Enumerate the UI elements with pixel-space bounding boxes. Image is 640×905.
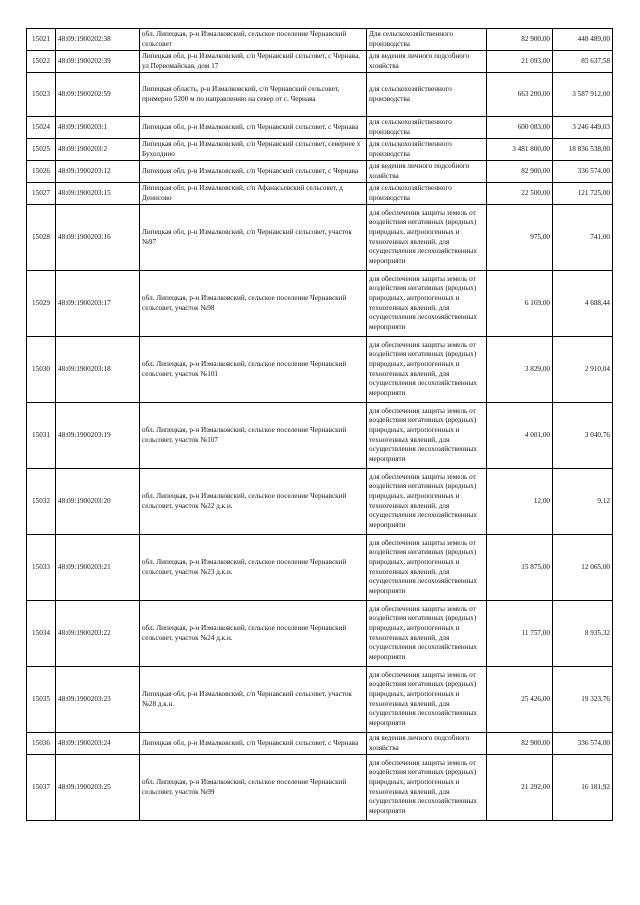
area: 21 093,00 (487, 51, 553, 73)
address: Липецкая обл, р-н Измалковский, с/п Афанасьевский сельсовет, д Денисово (140, 183, 367, 205)
address: обл. Липецкая, р-н Измалковский, сельское поселение Чернавский сельсовет, участок №22 д.к.н. (140, 469, 367, 535)
cadastral-value: 12 065,00 (553, 535, 613, 601)
permitted-use: для обеспечения защиты земель от воздействия негативных (вредных) природных, антропогенных и техногенных явлений, для осуществления лесохозяйственных мероприяти (367, 601, 487, 667)
area: 82 900,00 (487, 161, 553, 183)
cadastral-number: 48:09:1900202:38 (56, 29, 140, 51)
row-number: 15033 (27, 535, 56, 601)
area: 4 001,00 (487, 403, 553, 469)
cadastral-value: 336 574,00 (553, 733, 613, 755)
area: 82 900,00 (487, 29, 553, 51)
table-row (27, 337, 613, 403)
permitted-use: для сельскохозяйственного производства (367, 73, 487, 117)
cadastral-number: 48:09:1900203:17 (56, 271, 140, 337)
cadastral-value: 19 323,76 (553, 667, 613, 733)
row-number: 15035 (27, 667, 56, 733)
row-number: 15024 (27, 117, 56, 139)
area: 15 875,00 (487, 535, 553, 601)
table-row (27, 205, 613, 271)
permitted-use: для ведения личного подсобного хозяйства (367, 51, 487, 73)
table-row (27, 117, 613, 139)
address: Липецкая обл, р-н Измалковский, с/п Чернавский сельсовет, с Чернава (140, 733, 367, 755)
row-number: 15032 (27, 469, 56, 535)
address: Липецкая обл, р-н Измалковский, с/п Чернавский сельсовет, севернее х Бухолдино (140, 139, 367, 161)
row-number: 15037 (27, 755, 56, 821)
cadastral-value: 2 910,04 (553, 337, 613, 403)
row-number: 15034 (27, 601, 56, 667)
permitted-use: для обеспечения защиты земель от воздействия негативных (вредных) природных, антропогенных и техногенных явлений, для осуществления лесохозяйственных мероприяти (367, 403, 487, 469)
permitted-use: для сельскохозяйственного производства (367, 139, 487, 161)
row-number: 15029 (27, 271, 56, 337)
row-number: 15027 (27, 183, 56, 205)
cadastral-value: 16 181,92 (553, 755, 613, 821)
cadastral-number: 48:09:1900203:12 (56, 161, 140, 183)
area: 3 481 800,00 (487, 139, 553, 161)
table-row (27, 139, 613, 161)
cadastral-number: 48:09:1900203:22 (56, 601, 140, 667)
cadastral-number: 48:09:1900203:15 (56, 183, 140, 205)
area: 12,00 (487, 469, 553, 535)
cadastral-value: 4 688,44 (553, 271, 613, 337)
table-row (27, 183, 613, 205)
permitted-use: для обеспечения защиты земель от воздействия негативных (вредных) природных, антропогенных и техногенных явлений, для осуществления лесохозяйственных мероприяти (367, 469, 487, 535)
address: обл. Липецкая, р-н Измалковский, сельское поселение Чернавский сельсовет, участок №101 (140, 337, 367, 403)
permitted-use: для ведения личного подсобного хозяйства (367, 733, 487, 755)
area: 975,00 (487, 205, 553, 271)
permitted-use: Для сельскохозяйственного производства (367, 29, 487, 51)
area: 82 900,00 (487, 733, 553, 755)
cadastral-number: 48:09:1900203:24 (56, 733, 140, 755)
permitted-use: для сельскохозяйственного производства (367, 117, 487, 139)
address: обл. Липецкая, р-н Измалковский, сельское поселение Чернавский сельсовет, участок №24 д.к.н. (140, 601, 367, 667)
table-row (27, 601, 613, 667)
row-number: 15028 (27, 205, 56, 271)
address: Липецкая обл, р-н Измалковский, с/п Чернавский сельсовет, с Чернава, ул Первомайская, дом 17 (140, 51, 367, 73)
table-row (27, 161, 613, 183)
cadastral-number: 48:09:1900203:20 (56, 469, 140, 535)
address: обл. Липецкая, р-н Измалковский, сельское поселение Чернавский сельсовет, участок №23 д.к.н. (140, 535, 367, 601)
cadastral-value: 3 587 912,00 (553, 73, 613, 117)
permitted-use: для обеспечения защиты земель от воздействия негативных (вредных) природных, антропогенных и техногенных явлений, для осуществления лесохозяйственных мероприяти (367, 755, 487, 821)
cadastral-value: 3 246 449,03 (553, 117, 613, 139)
table-row (27, 733, 613, 755)
permitted-use: для обеспечения защиты земель от воздействия негативных (вредных) природных, антропогенных и техногенных явлений, для осуществления лесохозяйственных мероприяти (367, 535, 487, 601)
permitted-use: для обеспечения защиты земель от воздействия негативных (вредных) природных, антропогенных и техногенных явлений, для осуществления лесохозяйственных мероприяти (367, 271, 487, 337)
cadastral-number: 48:09:1900203:2 (56, 139, 140, 161)
area: 600 083,00 (487, 117, 553, 139)
table-row (27, 755, 613, 821)
cadastral-number: 48:09:1900202:39 (56, 51, 140, 73)
address: обл. Липецкая, р-н Измалковский, сельское поселение Чернавский сельсовет, участок №99 (140, 755, 367, 821)
cadastral-value: 336 574,00 (553, 161, 613, 183)
address: обл. Липецкая, р-н Измалковский, сельское поселение Чернавский сельсовет (140, 29, 367, 51)
permitted-use: для обеспечения защиты земель от воздействия негативных (вредных) природных, антропогенных и техногенных явлений, для осуществления лесохозяйственных мероприяти (367, 667, 487, 733)
area: 25 426,00 (487, 667, 553, 733)
cadastral-value: 448 489,00 (553, 29, 613, 51)
address: Липецкая обл, р-н Измалковский, с/п Чернавский сельсовет, с Чернава (140, 117, 367, 139)
area: 663 200,00 (487, 73, 553, 117)
permitted-use: для обеспечения защиты земель от воздействия негативных (вредных) природных, антропогенных и техногенных явлений, для осуществления лесохозяйственных мероприяти (367, 205, 487, 271)
cadastral-value: 85 637,58 (553, 51, 613, 73)
area: 21 292,00 (487, 755, 553, 821)
cadastral-number: 48:09:1900202:59 (56, 73, 140, 117)
cadastral-value: 9,12 (553, 469, 613, 535)
table-row (27, 403, 613, 469)
row-number: 15021 (27, 29, 56, 51)
document-page (26, 28, 612, 821)
permitted-use: для ведения личного подсобного хозяйства (367, 161, 487, 183)
cadastral-number: 48:09:1900203:18 (56, 337, 140, 403)
area: 22 500,00 (487, 183, 553, 205)
table-row (27, 29, 613, 51)
area: 3 829,00 (487, 337, 553, 403)
area: 11 757,00 (487, 601, 553, 667)
row-number: 15026 (27, 161, 56, 183)
address: Липецкая область, р-н Измалковский, с/п Чернавский сельсовет, примерно 5200 м по направлению на север от с. Чернава (140, 73, 367, 117)
permitted-use: для сельскохозяйственного производства (367, 183, 487, 205)
row-number: 15030 (27, 337, 56, 403)
cadastral-value: 121 725,00 (553, 183, 613, 205)
table-row (27, 51, 613, 73)
cadastral-number: 48:09:1900203:19 (56, 403, 140, 469)
row-number: 15022 (27, 51, 56, 73)
address: Липецкая обл, р-н Измалковский, с/п Чернавский сельсовет, с Чернава (140, 161, 367, 183)
address: обл. Липецкая, р-н Измалковский, сельское поселение Чернавский сельсовет, участок №98 (140, 271, 367, 337)
table-row (27, 271, 613, 337)
cadastral-number: 48:09:1900203:25 (56, 755, 140, 821)
row-number: 15036 (27, 733, 56, 755)
cadastral-number: 48:09:1900203:23 (56, 667, 140, 733)
area: 6 169,00 (487, 271, 553, 337)
permitted-use: для обеспечения защиты земель от воздействия негативных (вредных) природных, антропогенных и техногенных явлений, для осуществления лесохозяйственных мероприяти (367, 337, 487, 403)
cadastral-value: 741,00 (553, 205, 613, 271)
row-number: 15031 (27, 403, 56, 469)
table-row (27, 469, 613, 535)
cadastral-value: 18 836 538,00 (553, 139, 613, 161)
row-number: 15025 (27, 139, 56, 161)
cadastral-value: 3 040,76 (553, 403, 613, 469)
address: Липецкая обл, р-н Измалковский, с/п Чернавский сельсовет, участок №97 (140, 205, 367, 271)
table-row (27, 73, 613, 117)
row-number: 15023 (27, 73, 56, 117)
land-register-table (26, 28, 613, 821)
address: обл. Липецкая, р-н Измалковский, сельское поселение Чернавский сельсовет, участок №107 (140, 403, 367, 469)
address: Липецкая обл, р-н Измалковский, с/п Чернавский сельсовет, участок №28 д.к.н. (140, 667, 367, 733)
table-row (27, 535, 613, 601)
cadastral-number: 48:09:1900203:16 (56, 205, 140, 271)
cadastral-number: 48:09:1900203:21 (56, 535, 140, 601)
cadastral-value: 8 935,32 (553, 601, 613, 667)
cadastral-number: 48:09:1900203:1 (56, 117, 140, 139)
table-row (27, 667, 613, 733)
